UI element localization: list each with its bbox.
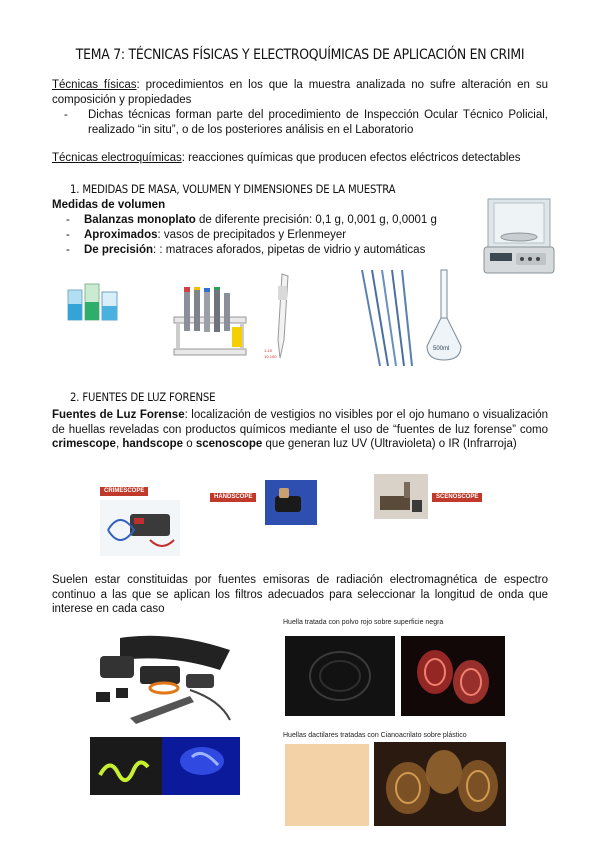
- section1-subheading: Medidas de volumen: [52, 199, 166, 211]
- uv-glow-image-1: [90, 737, 162, 795]
- light-source-kit-image: [90, 630, 240, 730]
- electro-definition: : reacciones químicas que producen efectos eléctricos detectables: [181, 152, 521, 164]
- electro-paragraph: [52, 151, 548, 166]
- auto-pipette-image: [262, 270, 297, 365]
- balance-image: [482, 195, 556, 280]
- page-title: TEMA 7: TÉCNICAS FÍSICAS Y ELECTROQUÍMICAS DE APLICACIÓN EN CRIMI: [75, 47, 525, 63]
- section2-heading: 2. FUENTES DE LUZ FORENSE: [70, 390, 216, 404]
- svg-text:500ml: 500ml: [433, 346, 450, 352]
- volumetric-flask-image: [423, 268, 465, 363]
- fisicas-bullet-text: Dichas técnicas forman parte del procedimiento de Inspección Ocular Técnico Policial, realizado “in situ”, o de los posteriores análisis en el Laboratorio: [88, 109, 548, 136]
- fingerprint-cyano-image: [374, 742, 506, 826]
- fisicas-definition: : procedimientos en los que la muestra analizada no sufre alteración en su composición y propiedades: [52, 79, 548, 106]
- beakers-image: [65, 278, 120, 323]
- caption-red-powder: Huella tratada con polvo rojo sobre superficie negra: [283, 619, 444, 626]
- fingerprint-black-image: [285, 636, 395, 716]
- svg-text:1-10: 1-10: [264, 348, 273, 353]
- svg-text:10-100: 10-100: [264, 354, 277, 359]
- scenoscope-image: [374, 474, 428, 519]
- fisicas-bullet: - Dichas técnicas forman parte del procedimiento de Inspección Ocular Técnico Policial, realizado “in situ”, o de los posteriores análisis en el Laboratorio: [64, 109, 548, 136]
- electro-term: Técnicas electroquímicas: [52, 152, 182, 164]
- section2-paragraph-1: Fuentes de Luz Forense: localización de vestigios no visibles por el ojo humano o visualización de huellas reveladas con productos químicos mediante el uso de “fuentes de luz forense” como crimescope, handscope o scenoscope que generan luz UV (Ultravioleta) o IR (Infrarroja): [52, 409, 548, 450]
- crimescope-label: CRIMESCOPE: [100, 487, 148, 496]
- plastic-surface-image: [285, 744, 369, 826]
- fisicas-paragraph: [52, 78, 548, 107]
- section1-list: [66, 213, 466, 258]
- list-item: - Aproximados: vasos de precipitados y Erlenmeyer: [66, 229, 347, 241]
- fisicas-term: Técnicas físicas: [52, 79, 137, 91]
- list-item: - Balanzas monoplato de diferente precisión: 0,1 g, 0,001 g, 0,0001 g: [66, 214, 437, 226]
- section2-paragraph-2: Suelen estar constituidas por fuentes emisoras de radiación electromagnética de espectro continuo a las que se aplican los filtros adecuados para seleccionar la longitud de onda que interese en cada caso: [52, 574, 548, 615]
- pipette-rack-image: [170, 287, 250, 357]
- list-item: - De precisión: : matraces aforados, pipetas de vidrio y automáticas: [66, 244, 426, 256]
- scenoscope-label: SCENOSCOPE: [432, 493, 482, 502]
- handscope-label: HANDSCOPE: [210, 493, 256, 502]
- caption-cyanoacrylate: Huellas dactilares tratadas con Cianoacrilato sobre plástico: [283, 732, 467, 739]
- fingerprint-red-image: [401, 636, 505, 716]
- crimescope-image: [100, 500, 180, 556]
- section1-heading: 1. MEDIDAS DE MASA, VOLUMEN Y DIMENSIONES DE LA MUESTRA: [70, 182, 396, 196]
- glass-pipettes-image: [356, 268, 416, 368]
- uv-glow-image-2: [162, 737, 240, 795]
- handscope-image: [265, 480, 317, 525]
